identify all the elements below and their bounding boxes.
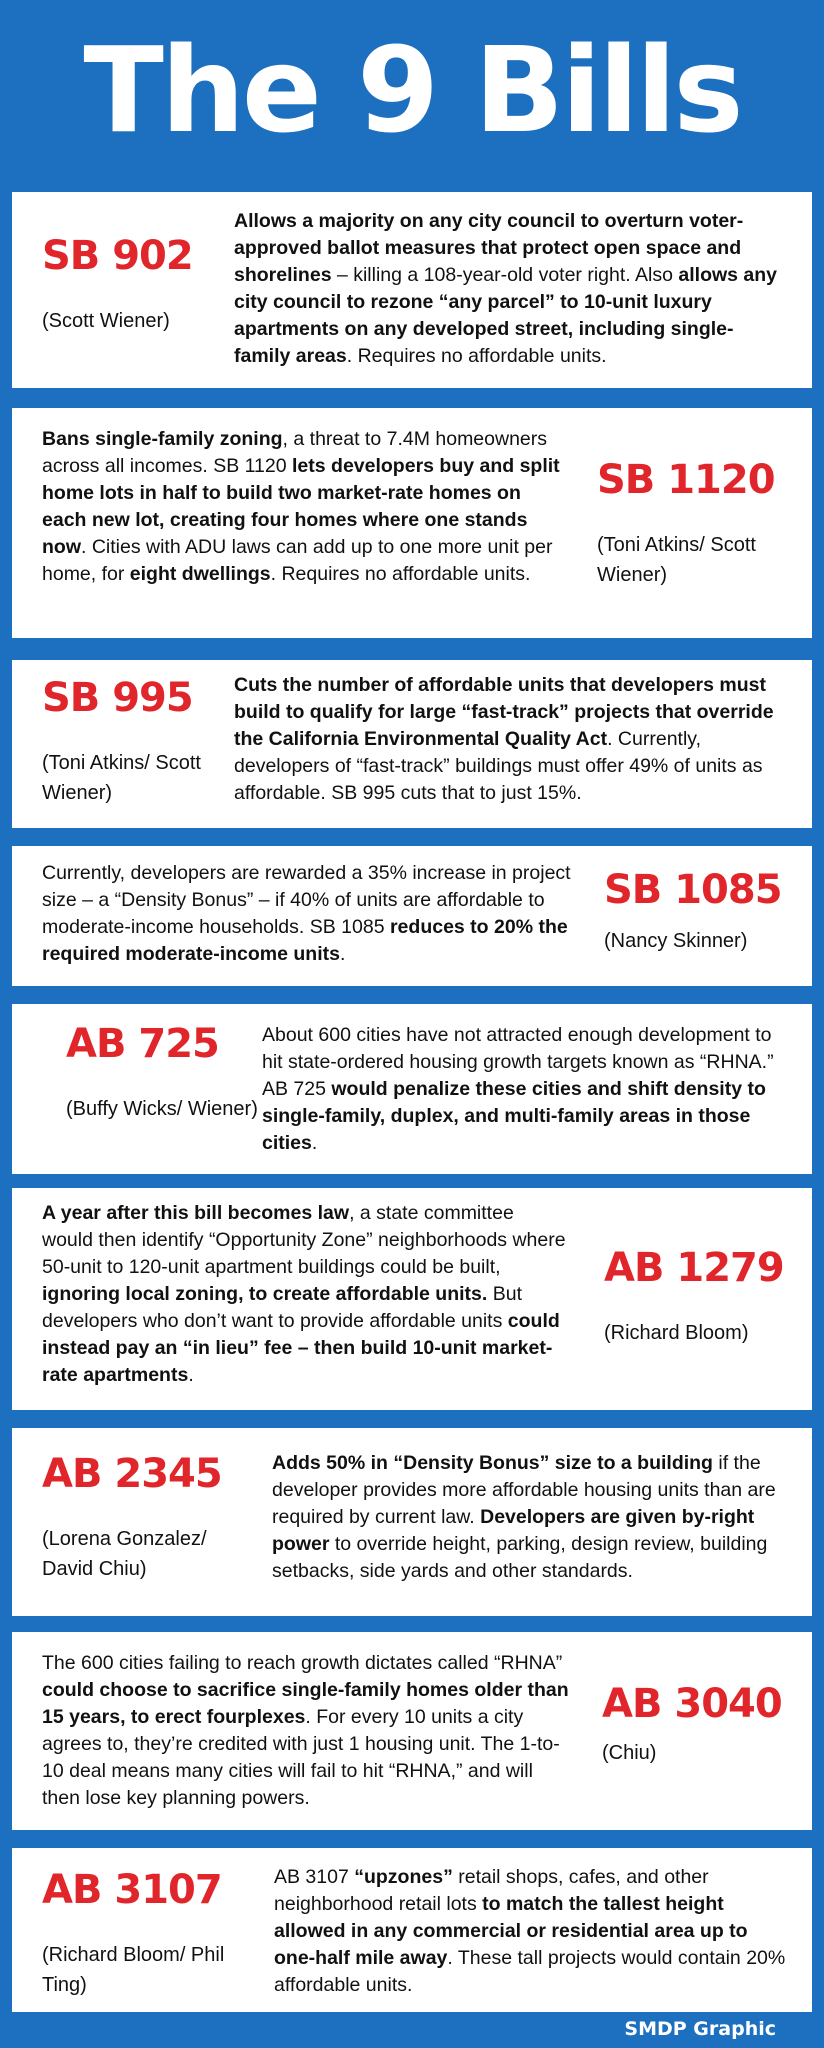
- bill-number: AB 3040: [602, 1681, 782, 1727]
- bill-description-run: . Currently, developers of “fast-track” buildings must offer 49% of units as affordable. SB 995 cuts that to just 15%.: [234, 728, 763, 804]
- bill-description-bold-run: reduces to 20% the required moderate-income units: [42, 916, 568, 965]
- bill-card: [12, 660, 812, 828]
- bill-number: AB 2345: [42, 1451, 222, 1497]
- bill-number: SB 995: [42, 675, 193, 721]
- bill-description-run: retail shops, cafes, and other neighborhood retail lots: [274, 1866, 709, 1915]
- bill-description-run: to override height, parking, design review, building setbacks, side yards and other standards.: [272, 1533, 768, 1582]
- bill-description-run: Currently, developers are rewarded a 35% increase in project size – a “Density Bonus” – if 40% of units are affordable to moderate-income households. SB 1085: [42, 862, 571, 938]
- page-title: The 9 Bills: [83, 21, 741, 159]
- bill-card: [12, 1004, 812, 1174]
- bill-author: (Scott Wiener): [42, 310, 170, 332]
- bill-description-run: The 600 cities failing to reach growth dictates called “RHNA”: [42, 1652, 563, 1674]
- bill-description: [42, 860, 582, 968]
- bill-number: SB 1120: [597, 457, 775, 503]
- bill-description-bold-run: “upzones”: [354, 1866, 453, 1888]
- bill-number: SB 902: [42, 233, 193, 279]
- bill-description-run: .: [311, 1132, 318, 1154]
- bill-number: SB 1085: [604, 867, 782, 913]
- bill-card: [12, 408, 812, 638]
- bill-description-bold-run: Cuts the number of affordable units that developers must build to qualify for large “fast-track” projects that override the California Environmental Quality Act: [234, 674, 774, 750]
- bill-card: [12, 1848, 812, 2012]
- bill-author: (Richard Bloom/ Phil Ting): [42, 1944, 225, 1996]
- bill-description-bold-run: could choose to sacrifice single-family homes older than 15 years, to erect fourplexes: [42, 1679, 569, 1728]
- bill-description: [272, 1450, 792, 1585]
- bill-description-bold-run: A year after this bill becomes law: [42, 1202, 350, 1224]
- bill-card: [12, 1632, 812, 1830]
- bill-description-run: AB 3107: [274, 1866, 355, 1888]
- bill-description-bold-run: Adds 50% in “Density Bonus” size to a building: [272, 1452, 713, 1474]
- bill-author: (Toni Atkins/ Scott Wiener): [42, 752, 201, 804]
- bill-label-block: [597, 456, 807, 590]
- bill-description-bold-run: to match the tallest height allowed in any commercial or residential area up to one-half mile away: [274, 1893, 748, 1969]
- bill-label-block: [42, 232, 252, 336]
- bill-description-bold-run: Allows a majority on any city council to overturn voter-approved ballot measures that protect open space and shorelines: [234, 210, 744, 286]
- bill-description-run: if the developer provides more affordable housing units than are required by current law.: [272, 1452, 776, 1528]
- bill-label-block: [42, 1866, 252, 2000]
- bill-label-block: [602, 1680, 812, 1768]
- bill-description-run: . For every 10 units a city agrees to, they’re credited with just 1 housing unit. The 1-to-10 deal means many cities will fail to hit “RHNA,” and will then lose key planning powers.: [42, 1706, 560, 1809]
- bill-description-run: But developers who don’t want to provide affordable units: [42, 1283, 522, 1332]
- bill-description-bold-run: eight dwellings: [129, 563, 271, 585]
- bill-number: AB 1279: [604, 1245, 784, 1291]
- bill-description-run: . Requires no affordable units.: [346, 345, 607, 367]
- bill-description-bold-run: ignoring local zoning, to create affordable units.: [42, 1283, 488, 1305]
- bill-description-run: . Requires no affordable units.: [270, 563, 531, 585]
- bill-description-bold-run: could instead pay an “in lieu” fee – then build 10-unit market-rate apartments: [42, 1310, 560, 1386]
- credit-label: SMDP Graphic: [624, 2018, 776, 2040]
- bill-description: [42, 1650, 572, 1812]
- bill-description-run: About 600 cities have not attracted enough development to hit state-ordered housing growth targets known as “RHNA.” AB 725: [262, 1024, 774, 1100]
- bill-label-block: [66, 1020, 276, 1124]
- bill-card: [12, 1428, 812, 1616]
- bill-label-block: [42, 674, 252, 808]
- bill-author: (Nancy Skinner): [604, 930, 748, 952]
- bill-card: [12, 1188, 812, 1410]
- bill-author: (Richard Bloom): [604, 1322, 749, 1344]
- bill-description-run: , a threat to 7.4M homeowners across all incomes. SB 1120: [42, 428, 548, 477]
- bill-description-run: . Cities with ADU laws can add up to one more unit per home, for: [42, 536, 553, 585]
- bill-description-run: .: [188, 1364, 194, 1386]
- bill-author: (Chiu): [602, 1742, 657, 1764]
- bill-description-bold-run: lets developers buy and split home lots in half to build two market-rate homes on each new lot, creating four homes where one stands now: [42, 455, 560, 558]
- bill-label-block: [42, 1450, 252, 1584]
- bill-description-run: . These tall projects would contain 20% affordable units.: [274, 1947, 786, 1996]
- bill-description-bold-run: Developers are given by-right power: [272, 1506, 755, 1555]
- bill-description: [234, 208, 786, 370]
- bill-label-block: [604, 866, 814, 956]
- bill-description: [42, 426, 562, 588]
- bill-description: [262, 1022, 792, 1157]
- bill-author: (Toni Atkins/ Scott Wiener): [597, 534, 756, 586]
- bill-description-bold-run: allows any city council to rezone “any parcel” to 10-unit luxury apartments on any developed street, including single-family areas: [234, 264, 778, 367]
- bill-description: [234, 672, 794, 807]
- bill-description-run: – killing a 108-year-old voter right. Also: [331, 264, 679, 286]
- bill-description-run: .: [339, 943, 346, 965]
- bill-description: [42, 1200, 567, 1389]
- bill-author: (Buffy Wicks/ Wiener): [66, 1098, 258, 1120]
- bill-description-run: , a state committee would then identify “Opportunity Zone” neighborhoods where 50-unit to 120-unit apartment buildings could be built,: [42, 1202, 566, 1278]
- bill-number: AB 3107: [42, 1867, 222, 1913]
- bill-author: (Lorena Gonzalez/ David Chiu): [42, 1528, 207, 1580]
- bill-description: [274, 1864, 794, 1999]
- bill-description-bold-run: Bans single-family zoning: [42, 428, 283, 450]
- bill-description-bold-run: would penalize these cities and shift density to single-family, duplex, and multi-family areas in those cities: [262, 1078, 766, 1154]
- bill-card: [12, 192, 812, 388]
- bill-number: AB 725: [66, 1021, 219, 1067]
- bill-card: [12, 846, 812, 986]
- bill-label-block: [604, 1244, 814, 1348]
